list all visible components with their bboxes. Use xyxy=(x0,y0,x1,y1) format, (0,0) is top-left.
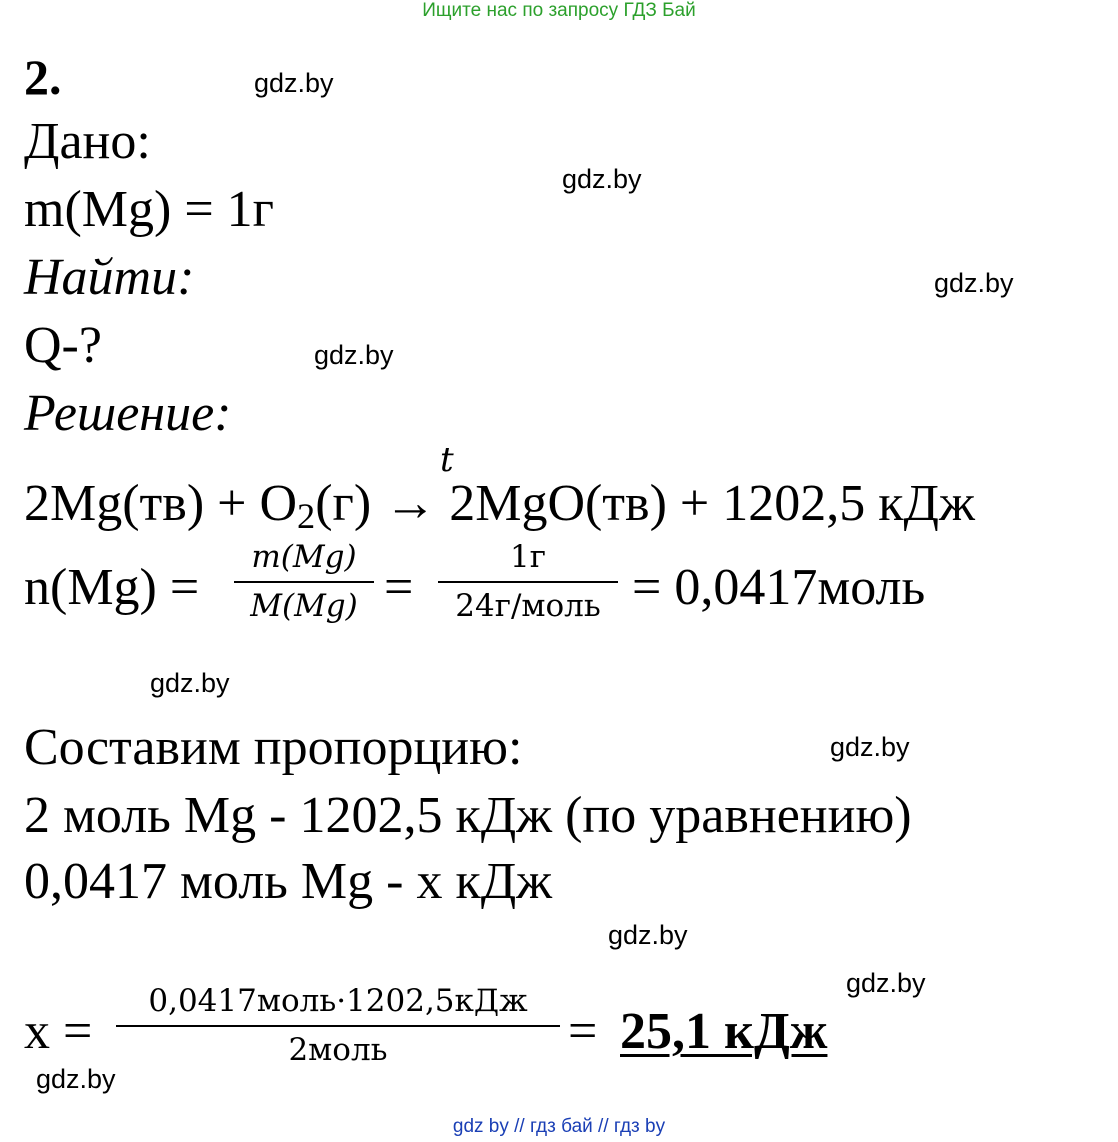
proportion-label: Составим пропорцию: xyxy=(24,719,523,776)
reaction-right: 2MgO(тв) + 1202,5 кДж xyxy=(449,475,975,532)
top-banner[interactable]: Ищите нас по запросу ГДЗ Бай xyxy=(422,0,696,21)
n-lhs: n(Mg) = xyxy=(24,559,200,616)
arrow-label: t xyxy=(440,440,454,480)
fraction-numerator: 1г xyxy=(510,539,546,575)
watermark: gdz.by xyxy=(254,68,334,98)
task-number: 2. xyxy=(24,49,62,105)
fraction-values xyxy=(438,539,618,624)
equals-sign: = xyxy=(384,559,414,616)
fraction-denominator: M(Mg) xyxy=(250,588,358,624)
subscript-2: 2 xyxy=(297,496,316,536)
watermark: gdz.by xyxy=(934,268,1014,298)
answer: 25,1 кДж xyxy=(620,1003,828,1060)
reaction-arrow: → xyxy=(384,475,437,532)
solution-label: Решение: xyxy=(24,385,232,442)
reaction-left-state: (г) xyxy=(315,475,372,532)
watermark: gdz.by xyxy=(36,1064,116,1094)
fraction-x xyxy=(116,983,560,1068)
find-label: Найти: xyxy=(24,249,195,306)
given-label: Дано: xyxy=(24,113,151,170)
find-value: Q-? xyxy=(24,317,102,374)
fraction-bar xyxy=(234,581,374,583)
watermark: gdz.by xyxy=(830,732,910,762)
fraction-denominator: 24г/моль xyxy=(455,588,601,624)
x-equals: = xyxy=(568,1003,598,1060)
fraction-formula xyxy=(234,539,374,624)
fraction-numerator: 0,0417моль·1202,5кДж xyxy=(148,983,528,1019)
given-mass: m(Mg) = 1г xyxy=(24,181,274,238)
watermark: gdz.by xyxy=(608,920,688,950)
reaction-equation xyxy=(24,475,975,536)
fraction-bar xyxy=(438,581,618,583)
x-lhs: x = xyxy=(24,1003,93,1060)
n-result: = 0,0417моль xyxy=(632,559,926,616)
footer-links[interactable]: gdz by // гдз бай // гдз by xyxy=(452,1116,666,1137)
watermark: gdz.by xyxy=(314,340,394,370)
watermark: gdz.by xyxy=(562,164,642,194)
watermark: gdz.by xyxy=(150,668,230,698)
fraction-denominator: 2моль xyxy=(288,1032,388,1068)
proportion-line-1: 2 моль Mg - 1202,5 кДж (по уравнению) xyxy=(24,787,912,844)
watermark: gdz.by xyxy=(846,968,926,998)
fraction-bar xyxy=(116,1025,560,1027)
reaction-left: 2Mg(тв) + O xyxy=(24,475,298,532)
fraction-numerator: m(Mg) xyxy=(251,539,357,575)
proportion-line-2: 0,0417 моль Mg - x кДж xyxy=(24,853,553,910)
